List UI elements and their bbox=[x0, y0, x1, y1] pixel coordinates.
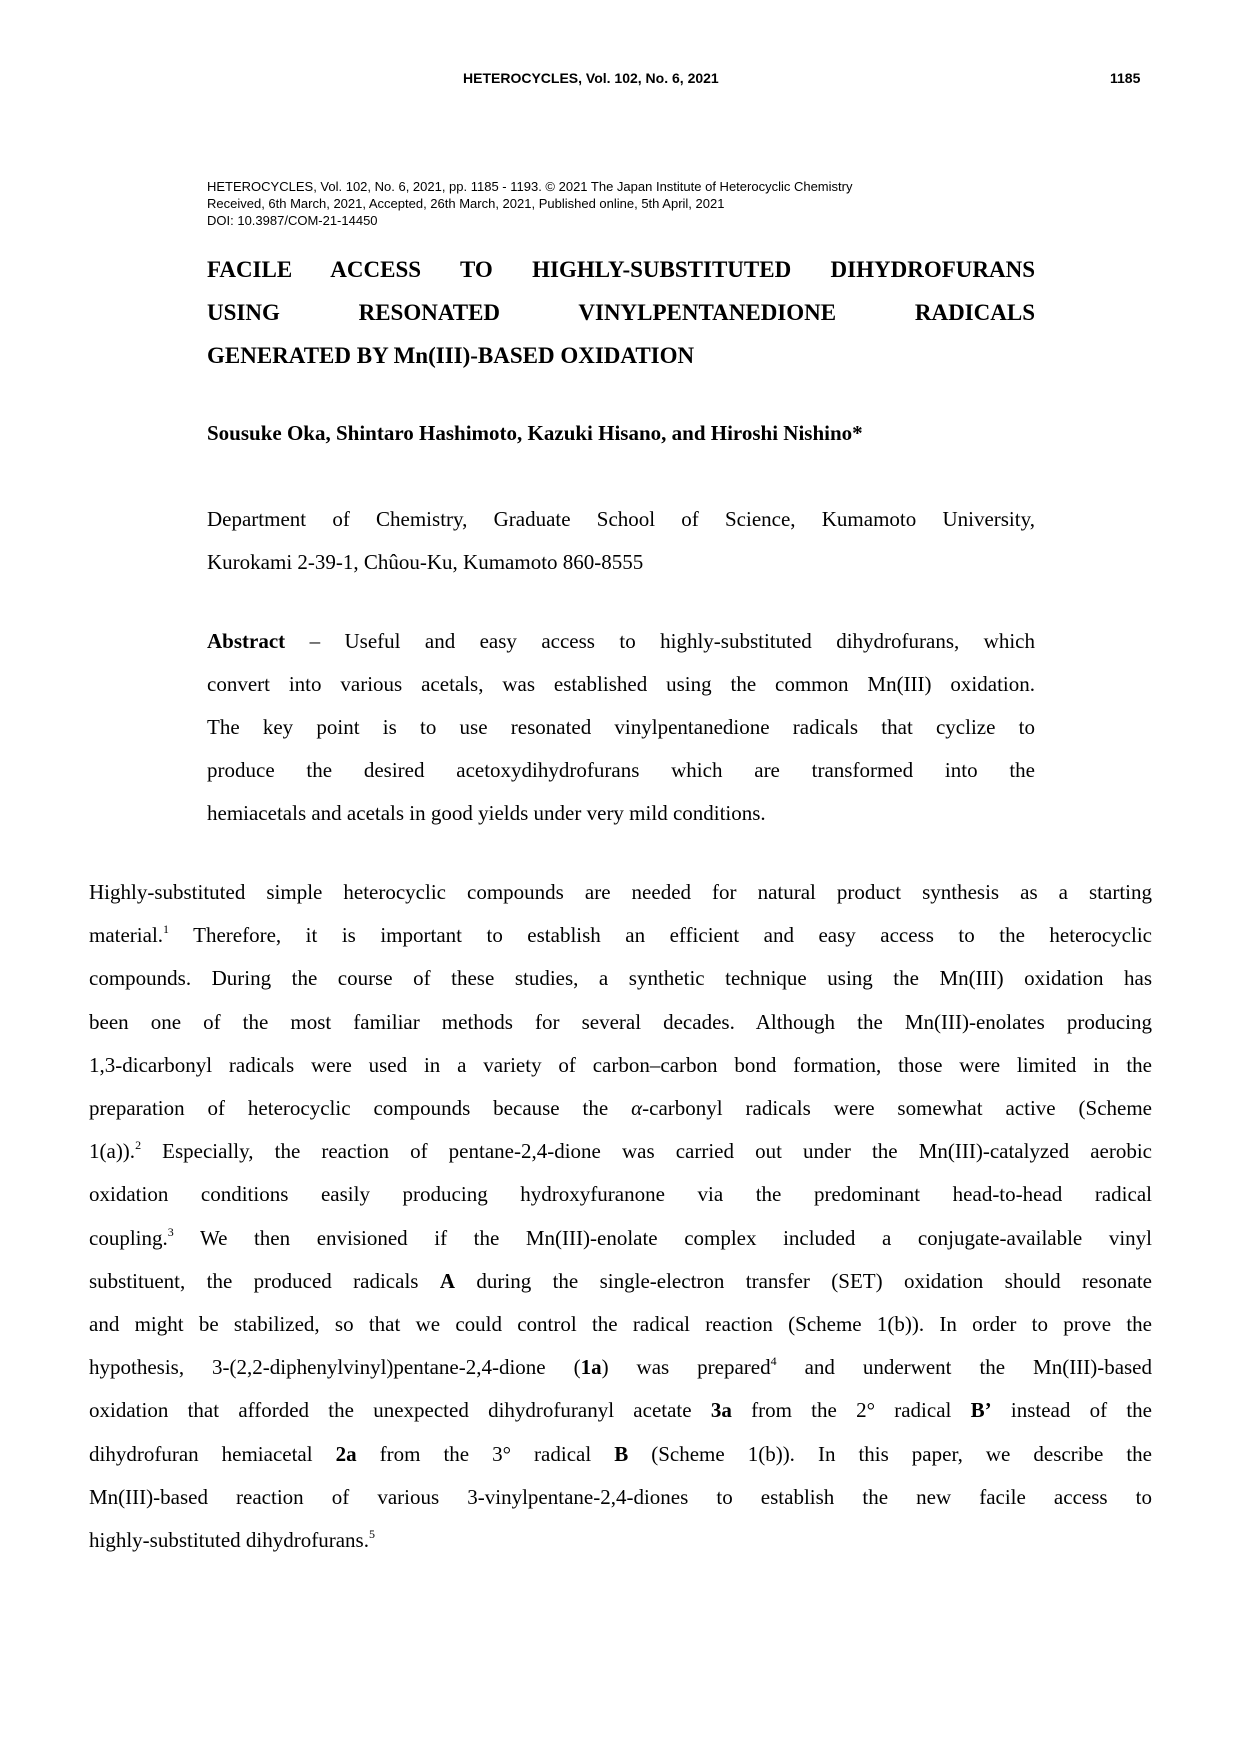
body-line: 1(a)).$^2$ Especially, the reaction of pentane-2,4-dione was carried out under the Mn(III)-catalyzed aerobic bbox=[89, 1138, 1152, 1164]
abstract-line: The key point is to use resonated vinylpentanedione radicals that cyclize to bbox=[207, 715, 1035, 739]
body-line: Highly-substituted simple heterocyclic compounds are needed for natural product synthesis as a starting bbox=[89, 880, 1152, 904]
reference-2[interactable]: 2 bbox=[135, 1138, 142, 1153]
title-line: FACILE ACCESS TO HIGHLY-SUBSTITUTED DIHYDROFURANS bbox=[207, 257, 1035, 282]
body-line: compounds. During the course of these studies, a synthetic technique using the Mn(III) oxidation has bbox=[89, 966, 1152, 991]
compound-label: 1a bbox=[580, 1355, 602, 1380]
compound-label: 3a bbox=[710, 1398, 732, 1423]
reference-3[interactable]: 3 bbox=[167, 1224, 174, 1239]
journal-header: HETEROCYCLES, Vol. 102, No. 6, 2021 bbox=[463, 70, 719, 86]
title-line: GENERATED BY Mn(III)-BASED OXIDATION bbox=[207, 343, 695, 368]
reference-4[interactable]: 4 bbox=[770, 1354, 777, 1369]
body-line: been one of the most familiar methods for several decades. Although the Mn(III)-enolates producing bbox=[89, 1009, 1152, 1034]
author-list: Sousuke Oka, Shintaro Hashimoto, Kazuki Hisano, and Hiroshi Nishino* bbox=[207, 421, 863, 445]
paper-title bbox=[207, 248, 1035, 377]
introduction-paragraph bbox=[89, 871, 1152, 1562]
doi-line: DOI: 10.3987/COM-21-14450 bbox=[207, 213, 378, 228]
body-line: Mn(III)-based reaction of various 3-vinylpentane-2,4-diones to establish the new facile access to bbox=[89, 1484, 1152, 1509]
reference-5[interactable]: 5 bbox=[368, 1527, 375, 1542]
compound-label: B’ bbox=[970, 1398, 992, 1423]
dates-line: Received, 6th March, 2021, Accepted, 26th March, 2021, Published online, 5th April, 2021 bbox=[207, 196, 725, 211]
body-line: coupling.$^3$ We then envisioned if the Mn(III)-enolate complex included a conjugate-available vinyl bbox=[89, 1224, 1152, 1250]
abstract-line: convert into various acetals, was established using the common Mn(III) oxidation. bbox=[207, 672, 1035, 696]
citation-line: HETEROCYCLES, Vol. 102, No. 6, 2021, pp. 1185 - 1193. © 2021 The Japan Institute of Heterocyclic Chemistry bbox=[207, 179, 853, 194]
body-line: preparation of heterocyclic compounds because the α-carbonyl radicals were somewhat active (Scheme bbox=[89, 1096, 1152, 1121]
affiliation-line: Department of Chemistry, Graduate School of Science, Kumamoto University, bbox=[207, 507, 1035, 531]
body-line: substituent, the produced radicals A during the single-electron transfer (SET) oxidation should resonate bbox=[89, 1268, 1152, 1293]
abstract-line: hemiacetals and acetals in good yields under very mild conditions. bbox=[207, 801, 766, 825]
affiliation bbox=[207, 498, 1035, 584]
compound-label: A bbox=[439, 1268, 456, 1293]
compound-label: 2a bbox=[335, 1441, 357, 1466]
reference-1[interactable]: 1 bbox=[163, 922, 170, 937]
publication-info bbox=[207, 178, 1037, 229]
body-line: oxidation that afforded the unexpected dihydrofuranyl acetate 3a from the 2° radical B’ instead of the bbox=[89, 1398, 1152, 1423]
body-line: 1,3-dicarbonyl radicals were used in a variety of carbon–carbon bond formation, those were limited in the bbox=[89, 1052, 1152, 1077]
body-line: highly-substituted dihydrofurans.$^5$ bbox=[89, 1527, 375, 1553]
affiliation-line: Kurokami 2-39-1, Chûou-Ku, Kumamoto 860-8555 bbox=[207, 550, 644, 574]
abstract-line: Abstract – Useful and easy access to highly-substituted dihydrofurans, which bbox=[207, 629, 1035, 653]
compound-label: B bbox=[614, 1441, 629, 1466]
body-line: and might be stabilized, so that we could control the radical reaction (Scheme 1(b)). In order to prove the bbox=[89, 1312, 1152, 1337]
body-line: material.$^1$ Therefore, it is important to establish an efficient and easy access to the heterocyclic bbox=[89, 922, 1152, 948]
page-number: 1185 bbox=[1110, 70, 1141, 86]
body-line: dihydrofuran hemiacetal 2a from the 3° radical B (Scheme 1(b)). In this paper, we describe the bbox=[89, 1441, 1153, 1466]
abstract-line: produce the desired acetoxydihydrofurans which are transformed into the bbox=[207, 758, 1035, 782]
abstract-label: Abstract bbox=[207, 629, 286, 653]
alpha-symbol: α bbox=[631, 1096, 643, 1121]
body-line: oxidation conditions easily producing hydroxyfuranone via the predominant head-to-head radical bbox=[89, 1182, 1152, 1207]
body-line: hypothesis, 3-(2,2-diphenylvinyl)pentane-2,4-dione (1a) was prepared$^4$ and underwent the Mn(III)-based bbox=[89, 1354, 1153, 1380]
title-line: USING RESONATED VINYLPENTANEDIONE RADICALS bbox=[207, 300, 1035, 325]
abstract bbox=[207, 620, 1035, 835]
